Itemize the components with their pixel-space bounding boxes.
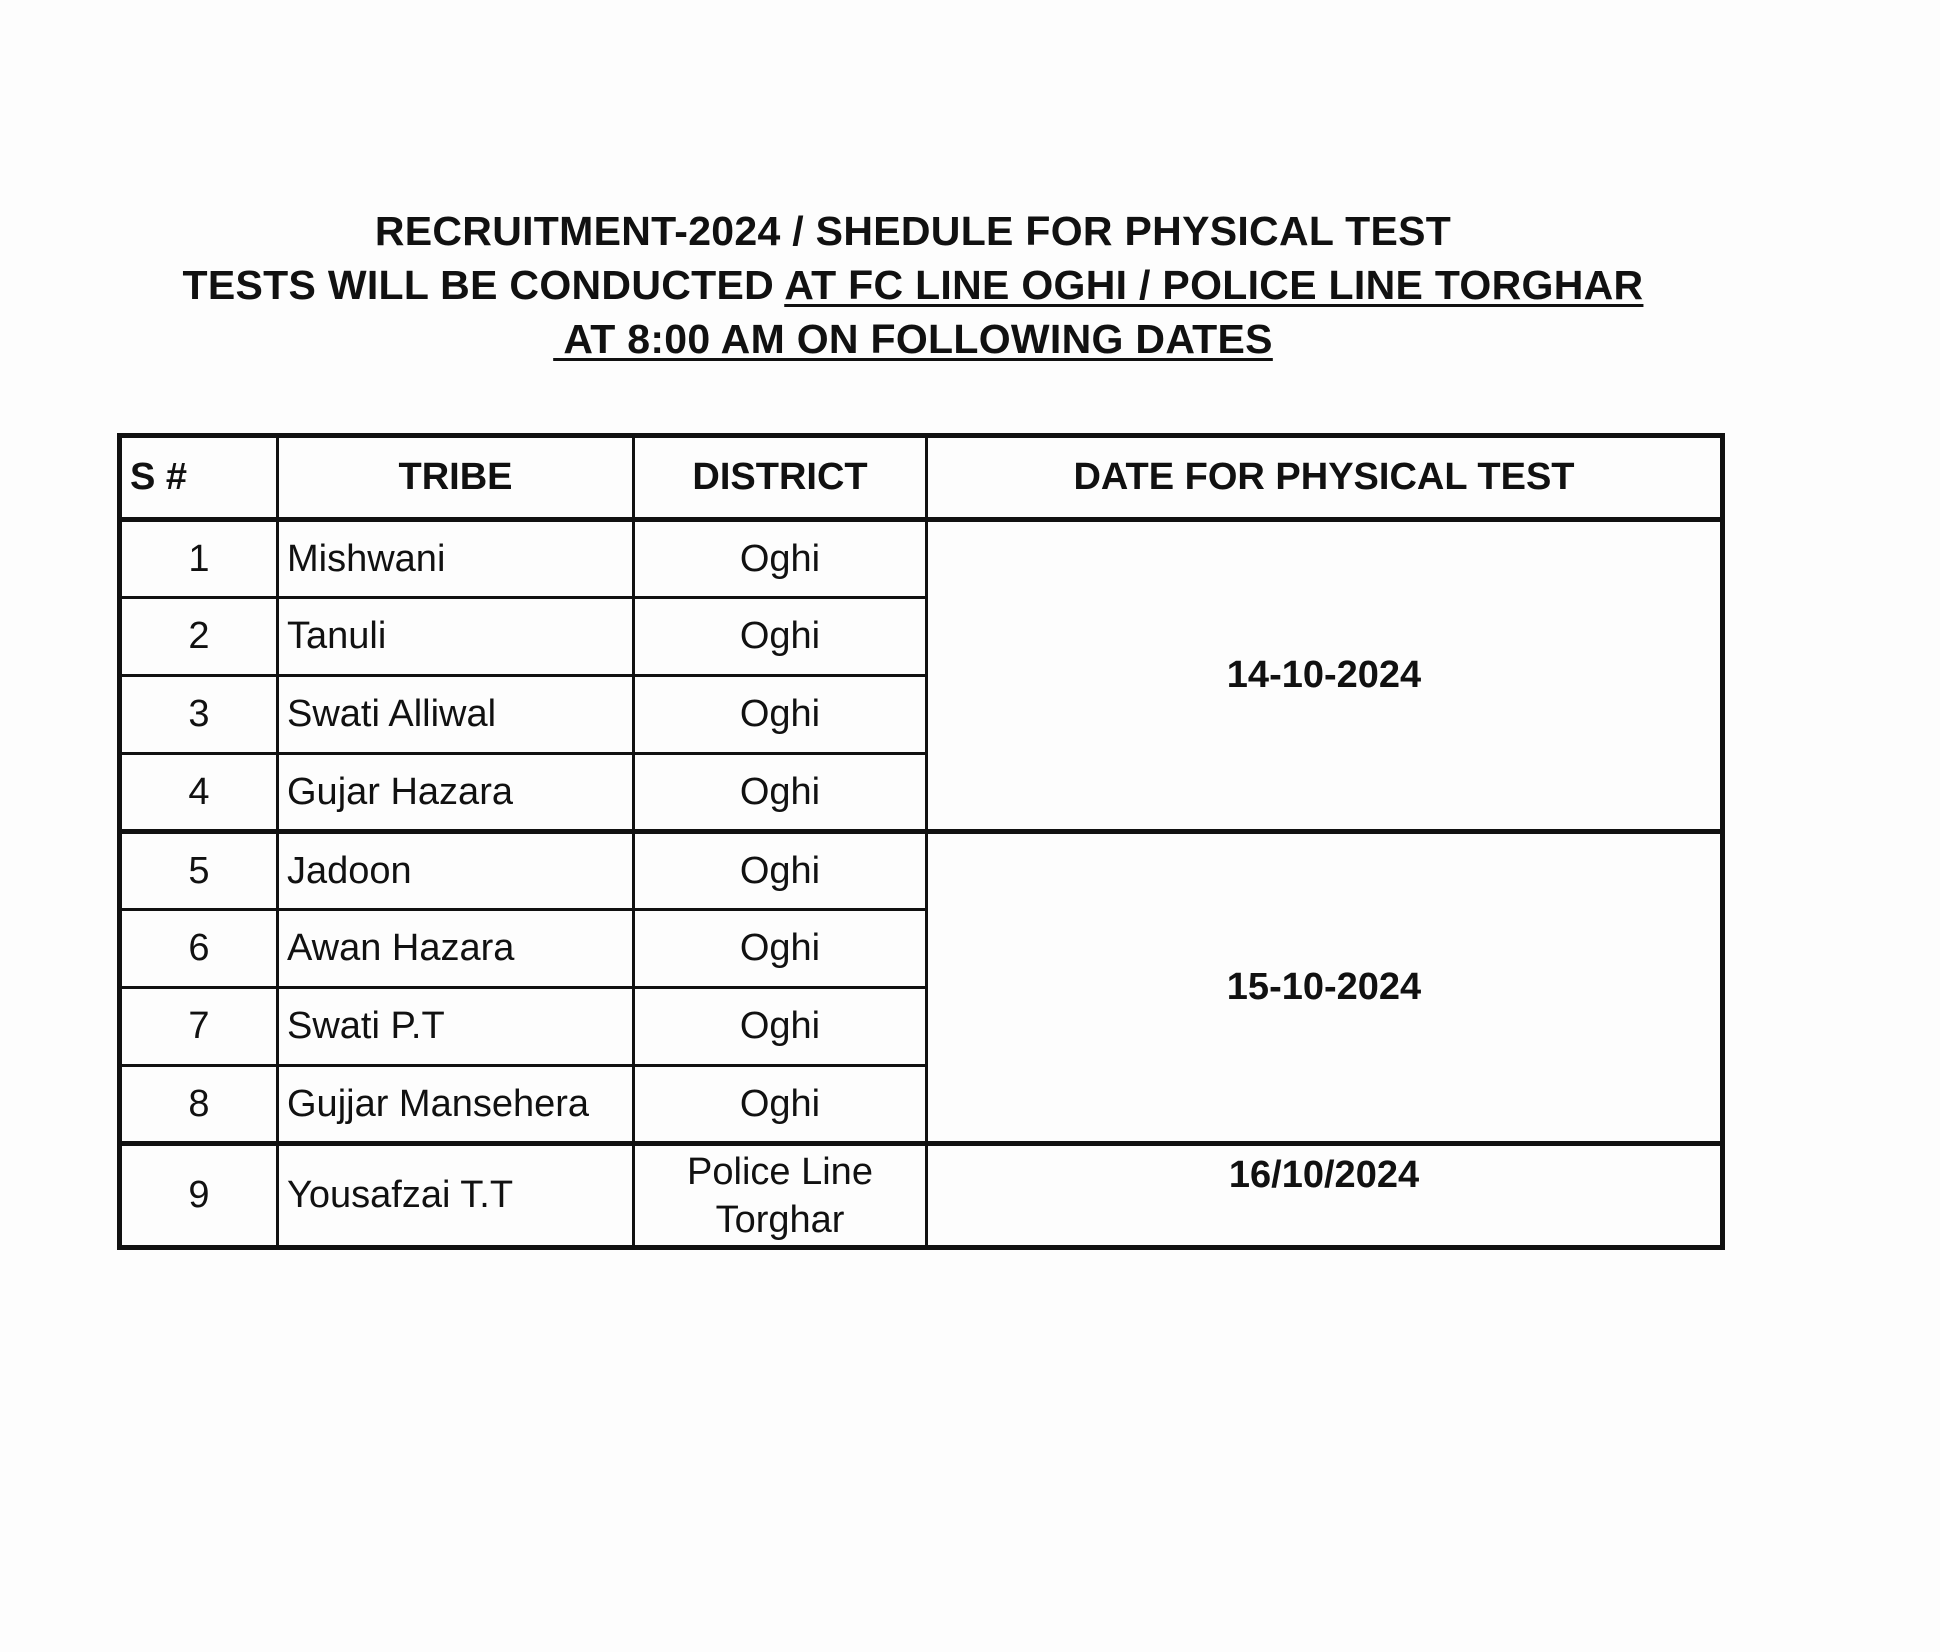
heading-line-1-text: RECRUITMENT-2024 / SHEDULE FOR PHYSICAL TEST bbox=[374, 208, 1452, 254]
row-sno: 2 bbox=[120, 598, 278, 676]
table-header-row bbox=[120, 436, 1723, 520]
row-sno: 8 bbox=[120, 1066, 278, 1144]
row-sno: 1 bbox=[120, 520, 278, 598]
row-sno: 9 bbox=[120, 1144, 278, 1248]
table-row bbox=[120, 1144, 1723, 1248]
row-tribe: Tanuli bbox=[278, 598, 634, 676]
header-tribe: TRIBE bbox=[278, 436, 634, 520]
row-sno: 7 bbox=[120, 988, 278, 1066]
header-sno: S # bbox=[120, 436, 278, 520]
row-district: Oghi bbox=[634, 676, 927, 754]
row-district: Oghi bbox=[634, 598, 927, 676]
table-row bbox=[120, 520, 1723, 598]
row-sno: 4 bbox=[120, 754, 278, 832]
row-tribe: Swati P.T bbox=[278, 988, 634, 1066]
row-tribe: Yousafzai T.T bbox=[278, 1144, 634, 1248]
schedule-table bbox=[117, 433, 1725, 1250]
row-tribe: Swati Alliwal bbox=[278, 676, 634, 754]
table-row bbox=[120, 832, 1723, 910]
row-district bbox=[634, 1144, 927, 1248]
heading-line-1 bbox=[0, 208, 1826, 255]
header-date: DATE FOR PHYSICAL TEST bbox=[927, 436, 1723, 520]
date-group-1: 14-10-2024 bbox=[927, 520, 1723, 832]
date-group-2: 15-10-2024 bbox=[927, 832, 1723, 1144]
heading-line-3 bbox=[0, 316, 1826, 363]
row-district: Oghi bbox=[634, 910, 927, 988]
heading-line-2 bbox=[0, 262, 1826, 309]
row-tribe: Gujar Hazara bbox=[278, 754, 634, 832]
row-tribe: Mishwani bbox=[278, 520, 634, 598]
heading-line-3-underlined: AT 8:00 AM ON FOLLOWING DATES bbox=[553, 316, 1273, 362]
row-sno: 5 bbox=[120, 832, 278, 910]
date-group-3: 16/10/2024 bbox=[927, 1144, 1723, 1248]
row-district: Oghi bbox=[634, 988, 927, 1066]
row-tribe: Jadoon bbox=[278, 832, 634, 910]
row-district: Oghi bbox=[634, 754, 927, 832]
row-district: Oghi bbox=[634, 1066, 927, 1144]
row-district-line-1: Police Line bbox=[687, 1150, 873, 1193]
row-district-line-2: Torghar bbox=[715, 1198, 845, 1241]
row-sno: 3 bbox=[120, 676, 278, 754]
row-tribe: Awan Hazara bbox=[278, 910, 634, 988]
heading-line-2-plain: TESTS WILL BE CONDUCTED bbox=[182, 262, 785, 308]
row-tribe: Gujjar Mansehera bbox=[278, 1066, 634, 1144]
row-district: Oghi bbox=[634, 520, 927, 598]
row-sno: 6 bbox=[120, 910, 278, 988]
header-district: DISTRICT bbox=[634, 436, 927, 520]
row-district: Oghi bbox=[634, 832, 927, 910]
heading-line-2-underlined: AT FC LINE OGHI / POLICE LINE TORGHAR bbox=[784, 262, 1644, 308]
